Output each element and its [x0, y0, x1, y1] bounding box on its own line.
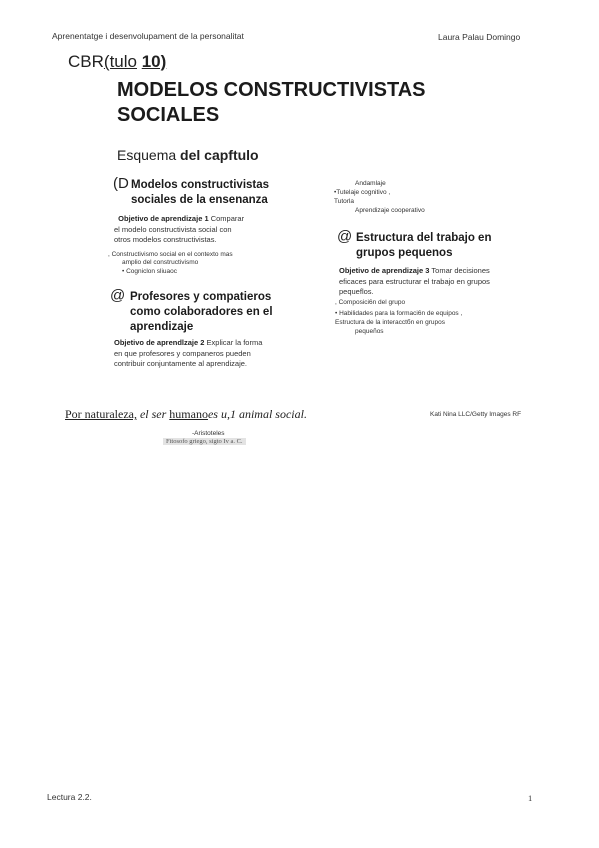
quote-part-2: el ser — [139, 407, 167, 421]
section-2-title-line-2: como colaboradores en el — [130, 306, 273, 318]
objective-3-text-2: eficaces para estructurar el trabajo en grupos — [339, 276, 490, 286]
section-1-item-1b: amplio del constructivismo — [122, 259, 199, 266]
header-right: Laura Palau Domingo — [438, 32, 521, 42]
schema-heading — [117, 147, 259, 163]
section-3-item-4: pequeños — [355, 328, 384, 335]
chapter-mid: (tulo — [103, 52, 137, 71]
objective-3 — [339, 266, 525, 298]
objective-2-text-2: en que profesores y companeros pueden — [114, 348, 251, 358]
right-list-item-3: Tutorla — [334, 198, 354, 205]
section-1-title-line-2: sociales de la ensenanza — [131, 194, 268, 206]
footer-left: Lectura 2.2. — [47, 792, 92, 802]
header-left: Aprenentatge i desenvolupament de la personalitat — [52, 31, 244, 41]
objective-1-text-2: el modelo constructivista social con — [114, 224, 232, 234]
page-title — [117, 78, 497, 128]
chapter-prefix: CBR — [68, 52, 104, 71]
section-1-title — [131, 178, 269, 208]
right-list-item-1: Andamlaje — [355, 180, 386, 187]
right-list-item-2: •Tutelaje cognitivo , — [334, 189, 391, 196]
title-line-1: MODELOS CONSTRUCTIVISTAS — [117, 79, 426, 101]
title-line-2: SOCIALES — [117, 104, 220, 126]
section-3-title-line-1: Estructura del trabajo en — [356, 232, 492, 244]
objective-2 — [114, 338, 262, 370]
section-3-title-line-2: grupos pequenos — [356, 247, 453, 259]
quote-part-1: Por naturaleza, — [65, 407, 137, 421]
section-3-item-3: Estructura de la interacctбn en grupos — [335, 319, 445, 326]
quote-author: -Aristoteles — [192, 430, 225, 437]
chapter-label — [68, 52, 166, 72]
quote-part-3: humano — [169, 407, 208, 421]
epigraph-quote — [65, 407, 307, 422]
schema-label: Esquema — [117, 147, 177, 163]
objective-1-label: Objetivo de aprendizaje 1 — [118, 214, 209, 223]
page-number: 1 — [528, 793, 533, 803]
section-2-title-line-3: aprendizaje — [130, 321, 194, 333]
quote-part-4: es u,1 animal social. — [207, 407, 307, 421]
section-2-marker: @ — [110, 287, 126, 304]
section-1-item-1: , Constructivismo social en el contexto mas — [108, 251, 233, 258]
section-3-title — [356, 231, 491, 261]
chapter-number: 10) — [141, 52, 167, 71]
objective-2-text-3: contribuir conjuntamente al aprendizaje. — [114, 359, 247, 368]
section-2-title — [130, 290, 273, 335]
quote-caption: Fitosofo griego, sigto Iv a. C. — [163, 438, 246, 445]
schema-bold: del capftulo — [180, 147, 259, 163]
objective-1-text-3: otros modelos constructivistas. — [114, 235, 217, 244]
section-3-item-1: , Composici6n del grupo — [335, 299, 406, 306]
objective-2-text-1: Explicar la forma — [206, 338, 263, 347]
objective-3-text-1: Tomar decisiones — [431, 266, 490, 275]
section-2-title-line-1: Profesores y compatieros — [130, 291, 272, 303]
image-credit: Kati Nina LLC/Getty Images RF — [430, 411, 522, 418]
section-3-marker: @ — [337, 228, 353, 245]
section-1-item-2: • Cogniclon sliuaoc — [122, 268, 178, 275]
objective-3-label: Objetivo de aprendizaje 3 — [339, 266, 430, 275]
section-1-title-line-1: Modelos constructivistas — [131, 179, 270, 191]
objective-3-text-3: pequeflos. — [339, 287, 374, 296]
objective-1-text-1: Comparar — [210, 214, 245, 223]
section-3-item-2: • Habilidades para la formaci6n de equipos , — [335, 310, 463, 317]
right-list-item-4: Aprendizaje cooperativo — [355, 207, 425, 214]
objective-1 — [114, 214, 244, 246]
section-1-marker: (D — [113, 175, 129, 192]
objective-2-label: Objetivo de aprendlzaje 2 — [114, 338, 205, 347]
